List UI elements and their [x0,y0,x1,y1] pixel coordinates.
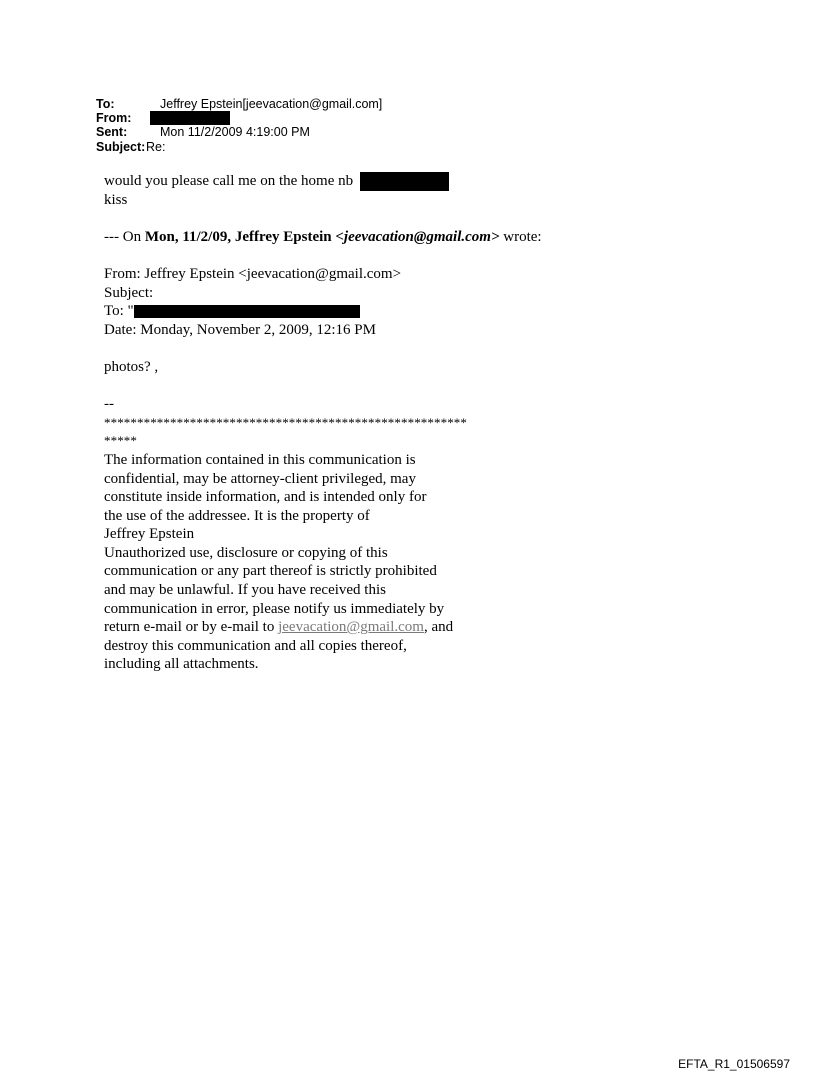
disclaimer-line: communication in error, please notify us immediately by [104,600,445,617]
quoted-date: Date: Monday, November 2, 2009, 12:16 PM [104,321,376,338]
disclaimer-line: The information contained in this communication is [104,451,416,468]
message-text: would you please call me on the home nb [104,173,354,189]
disclaimer-line: the use of the addressee. It is the property of [104,507,370,524]
quote-suffix: wrote: [499,228,542,245]
message-line-1 [104,172,584,191]
quote-date: Mon, 11/2/09, Jeffrey Epstein [144,228,336,245]
phone-redaction [360,172,449,191]
quoted-subject: Subject: [104,284,154,301]
return-prefix: return e-mail or by e-mail to [104,619,279,636]
disclaimer-line: including all attachments. [104,656,259,673]
email-header [96,97,382,154]
from-label: From: [96,111,132,126]
from-row [96,111,382,125]
quoted-from: From: Jeffrey Epstein <jeevacation@gmail.com> [104,265,402,282]
quote-intro [104,228,584,247]
subject-value: Re: [146,139,166,154]
from-redaction [150,111,230,125]
disclaimer-line: confidential, may be attorney-client privileged, may [104,470,416,487]
to-label: To: [96,97,115,111]
disclaimer-line: constitute inside information, and is intended only for [104,489,427,506]
signature-dashes: -- [104,396,114,413]
quoted-to [104,302,584,321]
to-row [96,97,382,111]
disclaimer-line: and may be unlawful. If you have received this [104,582,386,599]
to-value: Jeffrey Epstein[jeevacation@gmail.com] [160,97,383,111]
disclaimer-line: Jeffrey Epstein [104,526,195,543]
quote-prefix: --- On [104,228,145,245]
quoted-body: photos? , [104,358,159,375]
document-id: EFTA_R1_01506597 [678,1057,790,1071]
quote-email: <jeevacation@gmail.com> [335,228,500,245]
sent-value: Mon 11/2/2009 4:19:00 PM [160,125,310,140]
sent-row [96,125,382,139]
quoted-to-prefix: To: " [104,303,134,320]
return-suffix: , and [423,619,454,636]
signature-stars-2: ***** [104,433,137,449]
email-body [104,172,584,674]
subject-row [96,140,382,154]
subject-label: Subject: [96,139,146,154]
email-link[interactable]: jeevacation@gmail.com [278,619,424,636]
disclaimer-line: Unauthorized use, disclosure or copying of this [104,544,388,561]
to-redaction [134,305,360,318]
sent-label: Sent: [96,125,128,140]
disclaimer-line: communication or any part thereof is strictly prohibited [104,563,437,580]
signature-stars-1: ******************************************************* [104,414,467,430]
disclaimer-line: destroy this communication and all copies thereof, [104,637,407,654]
message-line-2: kiss [104,191,128,208]
disclaimer-return-line [104,618,584,637]
